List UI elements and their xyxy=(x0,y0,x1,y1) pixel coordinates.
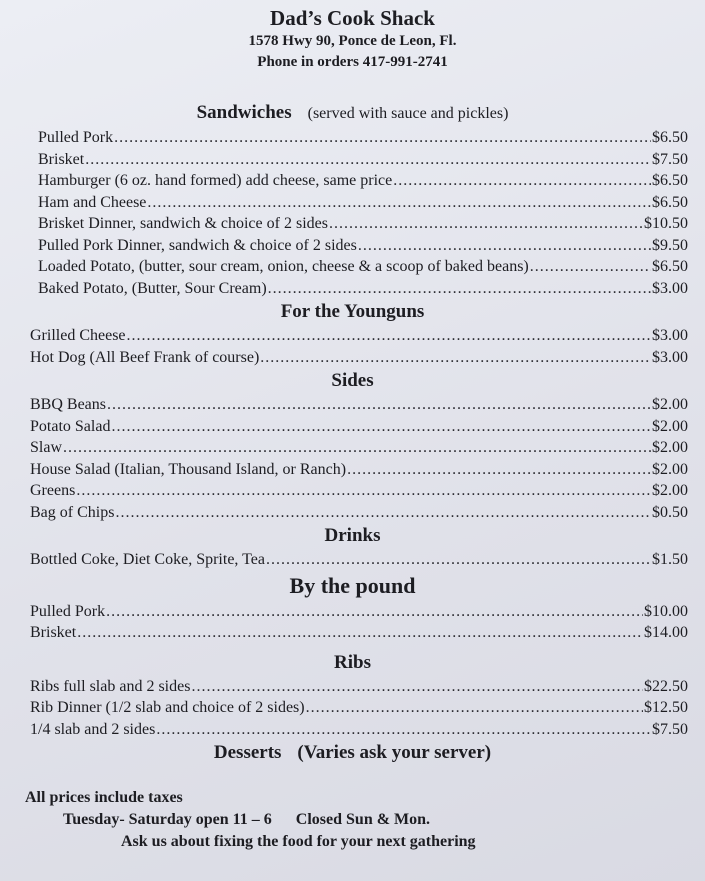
menu-item-name: Hamburger (6 oz. hand formed) add cheese, same price xyxy=(38,172,393,189)
dot-leader xyxy=(268,278,651,300)
menu-item-price: $3.00 xyxy=(652,327,688,344)
dot-leader xyxy=(111,416,651,438)
menu-item-name: Rib Dinner (1/2 slab and choice of 2 sides) xyxy=(30,699,305,716)
dot-leader xyxy=(347,459,651,481)
menu-item xyxy=(0,213,705,235)
menu-item-name: Grilled Cheese xyxy=(30,327,126,344)
menu-item xyxy=(0,480,705,502)
dot-leader xyxy=(191,676,643,698)
menu-item-name: Ham and Cheese xyxy=(38,193,147,211)
section-title-younguns: For the Younguns xyxy=(280,301,425,322)
dot-leader xyxy=(306,697,643,719)
menu-item xyxy=(0,235,705,257)
section-sandwiches xyxy=(0,100,705,299)
section-title-ribs: Ribs xyxy=(334,651,371,673)
menu-item-price: $2.00 xyxy=(652,460,688,478)
menu-item-price: $2.00 xyxy=(652,482,688,499)
taxes-note: All prices include taxes xyxy=(25,789,183,806)
section-note: (served with sauce and pickles) xyxy=(307,105,509,122)
menu-item xyxy=(0,325,705,347)
section-sides xyxy=(0,368,705,523)
dot-leader xyxy=(156,719,651,741)
dot-leader xyxy=(358,235,651,257)
section-title-sides: Sides xyxy=(331,370,374,391)
menu-item-name: Ribs full slab and 2 sides xyxy=(30,677,191,695)
dot-leader xyxy=(76,480,651,502)
menu-item-price: $3.00 xyxy=(652,279,688,297)
dot-leader xyxy=(127,325,651,347)
menu-item xyxy=(0,549,705,571)
menu-item-name: Brisket xyxy=(30,624,77,641)
dot-leader xyxy=(106,601,643,623)
menu-item-name: Pulled Pork xyxy=(38,129,114,146)
dot-leader xyxy=(114,127,651,149)
menu-item-price: $10.00 xyxy=(644,602,688,620)
menu-item-price: $3.00 xyxy=(652,348,688,366)
closed-days: Closed Sun & Mon. xyxy=(295,811,431,828)
menu-item xyxy=(0,437,705,459)
menu-item xyxy=(0,170,705,192)
menu-item xyxy=(0,416,705,438)
dot-leader xyxy=(85,149,651,171)
menu-item-price: $7.50 xyxy=(652,150,688,168)
phone-orders: Phone in orders 417-991-2741 xyxy=(257,54,448,70)
menu-item-price: $7.50 xyxy=(652,720,688,738)
menu-item xyxy=(0,622,705,644)
menu-item-name: Pulled Pork Dinner, sandwich & choice of 2 sides xyxy=(38,236,357,254)
dot-leader xyxy=(115,502,651,524)
open-hours: Tuesday- Saturday open 11 – 6 xyxy=(63,811,272,828)
menu-item xyxy=(0,192,705,214)
menu-item-name: House Salad (Italian, Thousand Island, or Ranch) xyxy=(30,460,347,478)
menu-item-price: $6.50 xyxy=(652,193,688,211)
drinks-list xyxy=(0,549,705,571)
by-the-pound-list xyxy=(0,601,705,644)
menu-item-name: Brisket Dinner, sandwich & choice of 2 sides xyxy=(38,215,328,232)
section-title-text: Sandwiches xyxy=(196,102,292,123)
menu-item-price: $6.50 xyxy=(652,129,688,146)
menu-item xyxy=(0,278,705,300)
menu-item-name: Brisket xyxy=(38,150,85,168)
catering-note: Ask us about fixing the food for your next gathering xyxy=(121,833,476,850)
menu-item-name: 1/4 slab and 2 sides xyxy=(30,720,156,738)
menu-item xyxy=(0,256,705,278)
menu-item-name: Loaded Potato, (butter, sour cream, onion, cheese & a scoop of baked beans) xyxy=(38,258,529,275)
dot-leader xyxy=(77,622,643,644)
menu-header xyxy=(0,6,705,73)
menu-item-name: Greens xyxy=(30,482,76,499)
menu-item xyxy=(0,502,705,524)
dot-leader xyxy=(63,437,651,459)
menu-item-name: Hot Dog (All Beef Frank of course) xyxy=(30,348,260,366)
section-drinks xyxy=(0,523,705,571)
menu-item-price: $10.50 xyxy=(644,215,688,232)
menu-item-name: Slaw xyxy=(30,439,62,456)
section-title-desserts xyxy=(0,740,705,766)
menu-item-name: Pulled Pork xyxy=(30,602,106,620)
sides-list xyxy=(0,394,705,523)
menu-item-price: $1.50 xyxy=(652,551,688,568)
menu-item-price: $14.00 xyxy=(644,624,688,641)
menu-item-price: $2.00 xyxy=(652,417,688,435)
menu-footer xyxy=(0,787,705,853)
hours-line xyxy=(0,809,705,831)
dot-leader xyxy=(530,256,651,278)
restaurant-name: Dad’s Cook Shack xyxy=(270,6,435,30)
dot-leader xyxy=(147,192,651,214)
menu-item xyxy=(0,719,705,741)
sandwiches-list xyxy=(0,127,705,299)
menu-item-name: Bag of Chips xyxy=(30,503,115,521)
section-title-sandwiches xyxy=(0,100,705,127)
menu-item xyxy=(0,149,705,171)
dot-leader xyxy=(266,549,651,571)
dot-leader xyxy=(107,394,651,416)
menu-item-name: BBQ Beans xyxy=(30,396,106,413)
menu-item-price: $0.50 xyxy=(652,503,688,521)
menu-item-price: $22.50 xyxy=(644,677,688,695)
menu-item xyxy=(0,676,705,698)
menu-body xyxy=(0,100,705,766)
menu-item xyxy=(0,347,705,369)
menu-item-price: $12.50 xyxy=(644,699,688,716)
dot-leader xyxy=(329,213,643,235)
section-note: (Varies ask your server) xyxy=(297,742,492,763)
section-title-drinks: Drinks xyxy=(324,525,381,546)
section-desserts xyxy=(0,740,705,766)
menu-item-name: Potato Salad xyxy=(30,417,111,435)
menu-item-price: $2.00 xyxy=(652,439,688,456)
menu-item-name: Baked Potato, (Butter, Sour Cream) xyxy=(38,279,267,297)
menu-item-price: $9.50 xyxy=(652,236,688,254)
dot-leader xyxy=(260,347,651,369)
restaurant-address: 1578 Hwy 90, Ponce de Leon, Fl. xyxy=(248,33,457,49)
section-ribs xyxy=(0,650,705,741)
section-title-text: Desserts xyxy=(213,742,282,763)
section-by-the-pound xyxy=(0,571,705,644)
menu-item-price: $6.50 xyxy=(652,258,688,275)
section-title-by-the-pound: By the pound xyxy=(289,572,416,598)
menu-item xyxy=(0,601,705,623)
menu-item xyxy=(0,459,705,481)
dot-leader xyxy=(393,170,651,192)
menu-item xyxy=(0,394,705,416)
menu-item-price: $2.00 xyxy=(652,396,688,413)
menu-item xyxy=(0,697,705,719)
section-younguns xyxy=(0,299,705,368)
menu-item-price: $6.50 xyxy=(652,172,688,189)
ribs-list xyxy=(0,676,705,741)
menu-item-name: Bottled Coke, Diet Coke, Sprite, Tea xyxy=(30,551,265,568)
menu-item xyxy=(0,127,705,149)
younguns-list xyxy=(0,325,705,368)
